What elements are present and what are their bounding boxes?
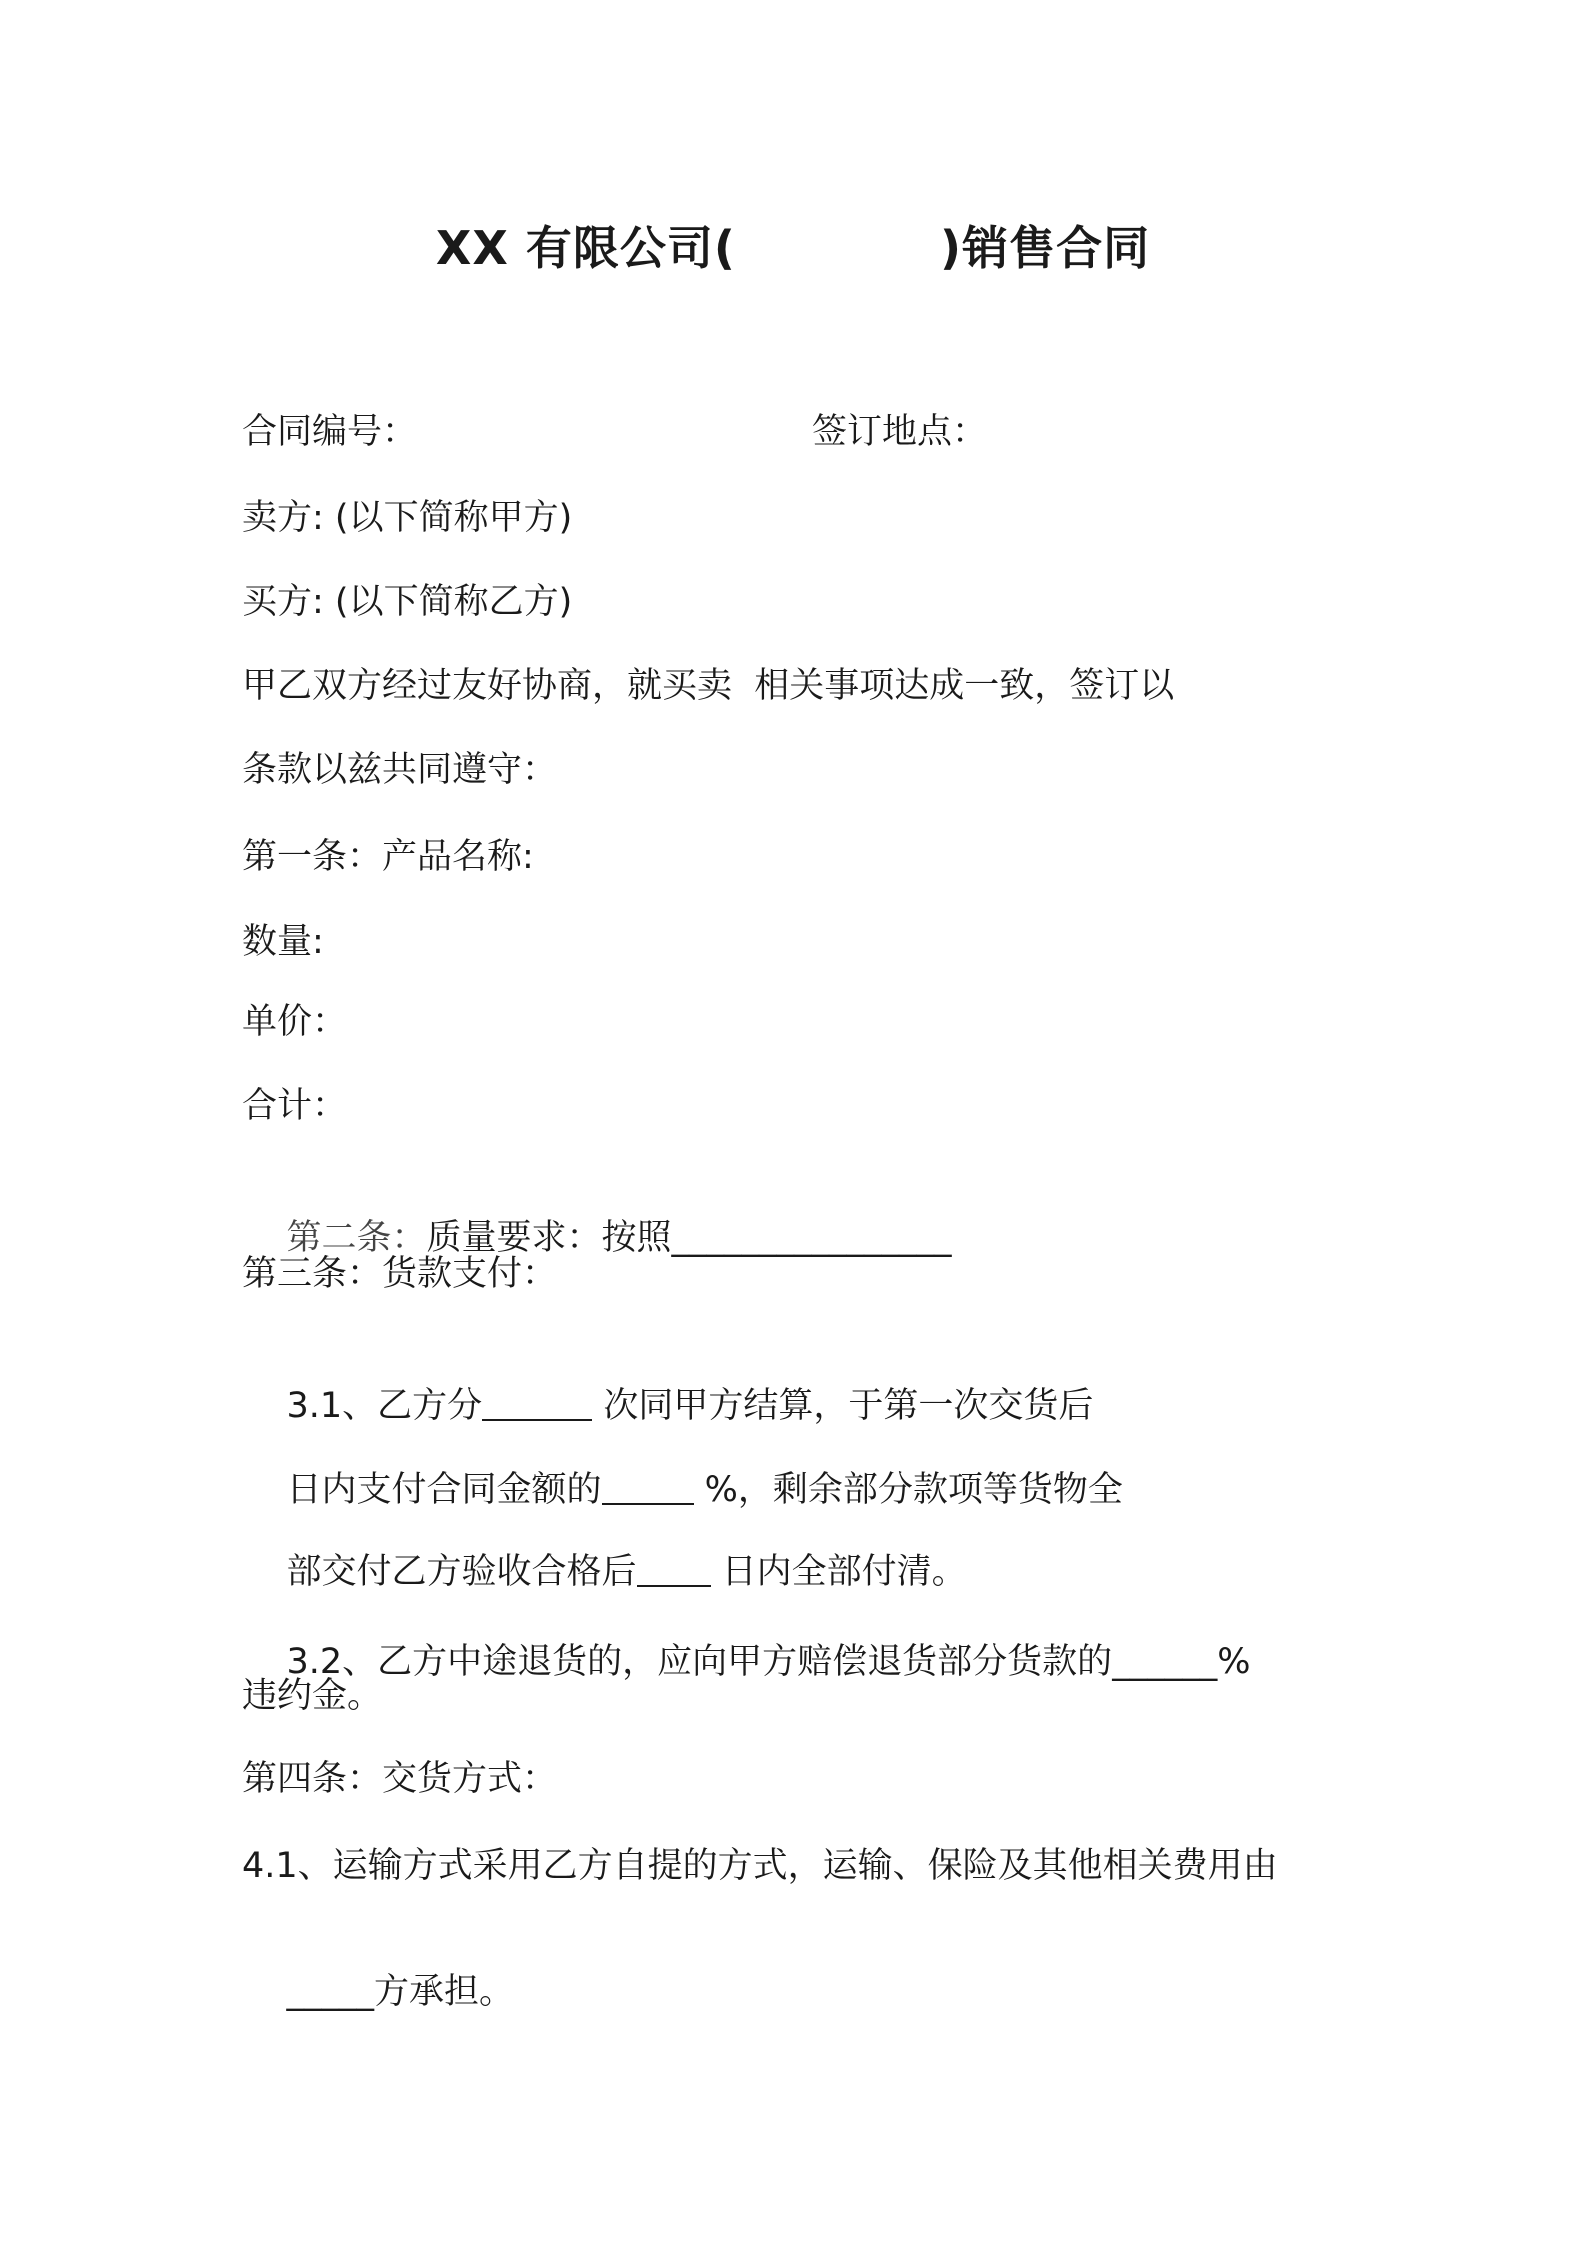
- article4-1-text-b: 方承担。: [374, 1972, 515, 2012]
- article4-1-line-2: [242, 1920, 514, 2064]
- article3-1-text-b: 次同甲方结算，于第一次交货后: [592, 1386, 1094, 1426]
- article3-2-text-a: 3.2、乙方中途退货的，应向甲方赔偿退货部分货款的: [286, 1642, 1113, 1682]
- article3-2-line-1: [242, 1590, 1250, 1734]
- intro-line-1: 甲乙双方经过友好协商，就买卖 相关事项达成一致，签订以: [242, 666, 1175, 706]
- article3-2-blank: ______: [1112, 1642, 1218, 1682]
- article4-1-blank: _____: [286, 1972, 375, 2012]
- article3-1-text-a: 3.1、乙方分: [286, 1386, 483, 1426]
- article1-heading: 第一条：产品名称:: [242, 837, 534, 877]
- contract-title: XX 有限公司( )销售合同: [435, 221, 1151, 275]
- seller-line: 卖方: (以下简称甲方): [242, 498, 573, 538]
- article3-1-text-f: 日内全部付清。: [710, 1552, 967, 1592]
- article3-1-text-c: 日内支付合同金额的: [286, 1470, 602, 1510]
- article4-heading: 第四条：交货方式：: [242, 1759, 558, 1799]
- settlement-times-blank: [482, 1383, 592, 1421]
- article3-1-text-e: 部交付乙方验收合格后: [286, 1552, 637, 1592]
- article2-text: 质量要求：按照: [426, 1218, 672, 1258]
- article1-unit-price: 单价：: [242, 1002, 348, 1042]
- article4-1-line-1: 4.1、运输方式采用乙方自提的方式，运输、保险及其他相关费用由: [242, 1846, 1278, 1886]
- article3-2-line-2: 违约金。: [242, 1676, 383, 1716]
- buyer-line: 买方: (以下简称乙方): [242, 582, 573, 622]
- article2-blank: ________________: [671, 1218, 952, 1258]
- sign-place-label: 签订地点：: [812, 412, 988, 452]
- payoff-days-blank: [637, 1549, 711, 1587]
- article3-heading: 第三条：货款支付：: [242, 1254, 558, 1294]
- article1-total: 合计：: [242, 1086, 348, 1126]
- article1-quantity: 数量:: [242, 922, 324, 962]
- article2-prefix: 第二条：: [286, 1218, 427, 1258]
- contract-number-label: 合同编号：: [242, 412, 418, 452]
- article3-2-text-b: %: [1217, 1642, 1251, 1682]
- article3-1-text-d: %，剩余部分款项等货物全: [693, 1470, 1123, 1510]
- intro-line-2: 条款以兹共同遵守：: [242, 750, 558, 790]
